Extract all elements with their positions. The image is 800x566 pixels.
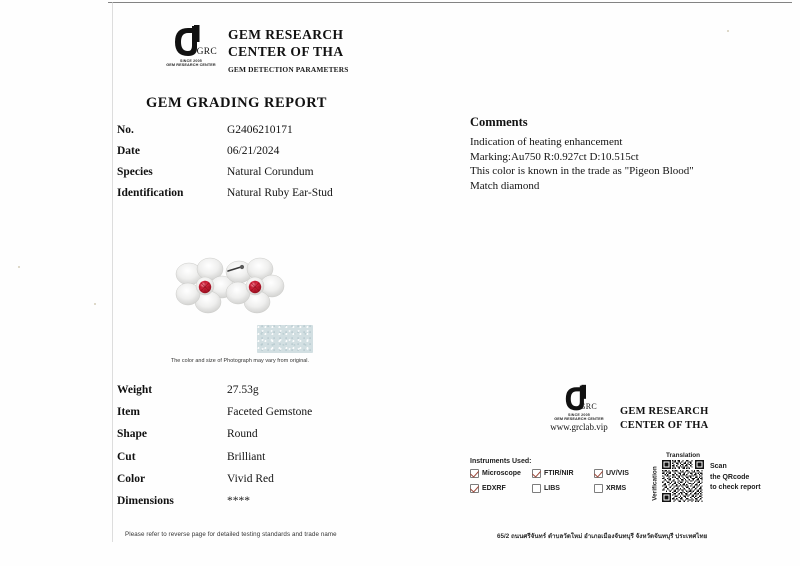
- prop-label-cut: Cut: [117, 450, 136, 463]
- footer-disclaimer: Please refer to reverse page for detailed testing standards and trade name: [125, 531, 337, 538]
- ruby-ear-stud-image: [172, 250, 292, 322]
- grc-logo-subtitle: GEM RESEARCH CENTER: [166, 63, 216, 67]
- scan-speck: [94, 303, 96, 305]
- page-title: GEM GRADING REPORT: [146, 95, 327, 111]
- instrument-ftir-nir[interactable]: [532, 469, 594, 478]
- qr-verification-label: Verification: [651, 466, 659, 501]
- report-header: [162, 24, 349, 74]
- header-subtitle: GEM DETECTION PARAMETERS: [228, 65, 349, 74]
- prop-label-dimensions: Dimensions: [117, 494, 174, 507]
- info-label-identification: Identification: [117, 187, 184, 199]
- instrument-label: Microscope: [482, 470, 521, 477]
- instrument-uv-vis[interactable]: [594, 469, 656, 478]
- scan-speck: [18, 266, 20, 268]
- grc-website-url[interactable]: www.grclab.vip: [550, 422, 608, 432]
- color-swatch: [257, 325, 313, 353]
- grc-logo: [162, 24, 220, 67]
- table-row: [117, 166, 457, 187]
- info-label-date: Date: [117, 145, 140, 157]
- prop-label-color: Color: [117, 472, 146, 485]
- table-row: [117, 473, 447, 495]
- instrument-label: FTIR/NIR: [544, 470, 574, 477]
- instrument-label: XRMS: [606, 485, 627, 492]
- instrument-label: LIBS: [544, 485, 560, 492]
- qr-instruction-text: [710, 462, 761, 494]
- qr-line-2: the QRcode: [710, 473, 750, 481]
- instrument-label: UV/VIS: [606, 470, 629, 477]
- table-row: [117, 406, 447, 428]
- scan-speck: [727, 30, 729, 32]
- prop-value-shape: Round: [227, 428, 258, 441]
- prop-label-shape: Shape: [117, 428, 148, 441]
- checkbox-libs[interactable]: [532, 484, 541, 493]
- table-row: [117, 145, 457, 166]
- comment-line: This color is known in the trade as "Pigeon Blood": [470, 165, 694, 177]
- prop-value-item: Faceted Gemstone: [227, 406, 313, 419]
- grc-logo-text: GRC: [196, 47, 217, 57]
- header-org-text: [228, 24, 349, 74]
- prop-value-cut: Brilliant: [227, 450, 266, 463]
- gem-properties-table: [117, 384, 447, 517]
- instruments-heading: Instruments Used:: [470, 458, 532, 465]
- report-info-table: [117, 124, 457, 208]
- grc-logo-mark-icon: [167, 24, 215, 58]
- scan-edge-left: [112, 2, 113, 542]
- instruments-used-section: [470, 458, 645, 493]
- table-row: [117, 428, 447, 450]
- comment-line: Match diamond: [470, 179, 540, 192]
- seal-org-line-2: CENTER OF THA: [620, 420, 709, 431]
- checkbox-ftir-nir[interactable]: [532, 469, 541, 478]
- instrument-microscope[interactable]: [470, 469, 532, 478]
- grc-seal-since: SINCE 2005: [568, 413, 590, 417]
- qr-code-icon[interactable]: [662, 460, 704, 502]
- info-label-no: No.: [117, 124, 134, 136]
- info-label-species: Species: [117, 166, 153, 178]
- org-line-1: GEM RESEARCH: [228, 27, 344, 42]
- grc-seal-logo-icon: [559, 384, 599, 412]
- checkbox-uv-vis[interactable]: [594, 469, 603, 478]
- checkbox-microscope[interactable]: [470, 469, 479, 478]
- grc-seal: [524, 384, 634, 432]
- footer-address: 65/2 ถนนศรีจันทร์ ตำบลวัดใหม่ อำเภอเมืองจันทบุรี จังหวัดจันทบุรี ประเทศไทย: [497, 533, 708, 540]
- comment-line: Indication of heating enhancement: [470, 136, 623, 148]
- prop-value-color: Vivid Red: [227, 472, 274, 485]
- prop-value-weight: 27.53g: [227, 384, 259, 396]
- table-row: [117, 384, 447, 406]
- table-row: [117, 187, 457, 208]
- scan-edge-top: [108, 2, 792, 3]
- instrument-label: EDXRF: [482, 485, 506, 492]
- instrument-xrms[interactable]: [594, 484, 656, 493]
- info-value-identification: Natural Ruby Ear-Stud: [227, 187, 333, 199]
- photo-caption: The color and size of Photograph may vary from original.: [170, 358, 310, 364]
- checkbox-edxrf[interactable]: [470, 484, 479, 493]
- qr-line-1: Scan: [710, 463, 727, 470]
- prop-value-dimensions: ****: [227, 494, 250, 507]
- comments-heading: Comments: [470, 115, 528, 129]
- grc-seal-subtitle: GEM RESEARCH CENTER: [554, 417, 604, 421]
- org-line-2: CENTER OF THA: [228, 44, 344, 59]
- prop-label-item: Item: [117, 406, 140, 419]
- info-value-species: Natural Corundum: [227, 166, 314, 178]
- seal-org-line-1: GEM RESEARCH: [620, 406, 709, 417]
- checkbox-xrms[interactable]: [594, 484, 603, 493]
- table-row: [117, 495, 447, 517]
- grc-logo-since: SINCE 2005: [180, 59, 202, 63]
- comments-section: [470, 115, 770, 193]
- table-row: [117, 451, 447, 473]
- qr-translation-label: Translation: [666, 452, 701, 459]
- instrument-edxrf[interactable]: [470, 484, 532, 493]
- seal-org-name: [620, 405, 708, 433]
- instruments-checkbox-grid: [470, 469, 645, 493]
- prop-label-weight: Weight: [117, 384, 153, 396]
- info-value-date: 06/21/2024: [227, 145, 280, 157]
- table-row: [117, 124, 457, 145]
- info-value-no: G2406210171: [227, 124, 293, 136]
- comment-line: Marking:Au750 R:0.927ct D:10.515ct: [470, 150, 639, 163]
- instrument-libs[interactable]: [532, 484, 594, 493]
- gem-photograph: [160, 248, 320, 368]
- qr-line-3: to check report: [710, 484, 761, 491]
- grc-seal-logo-text: GRC: [579, 402, 597, 411]
